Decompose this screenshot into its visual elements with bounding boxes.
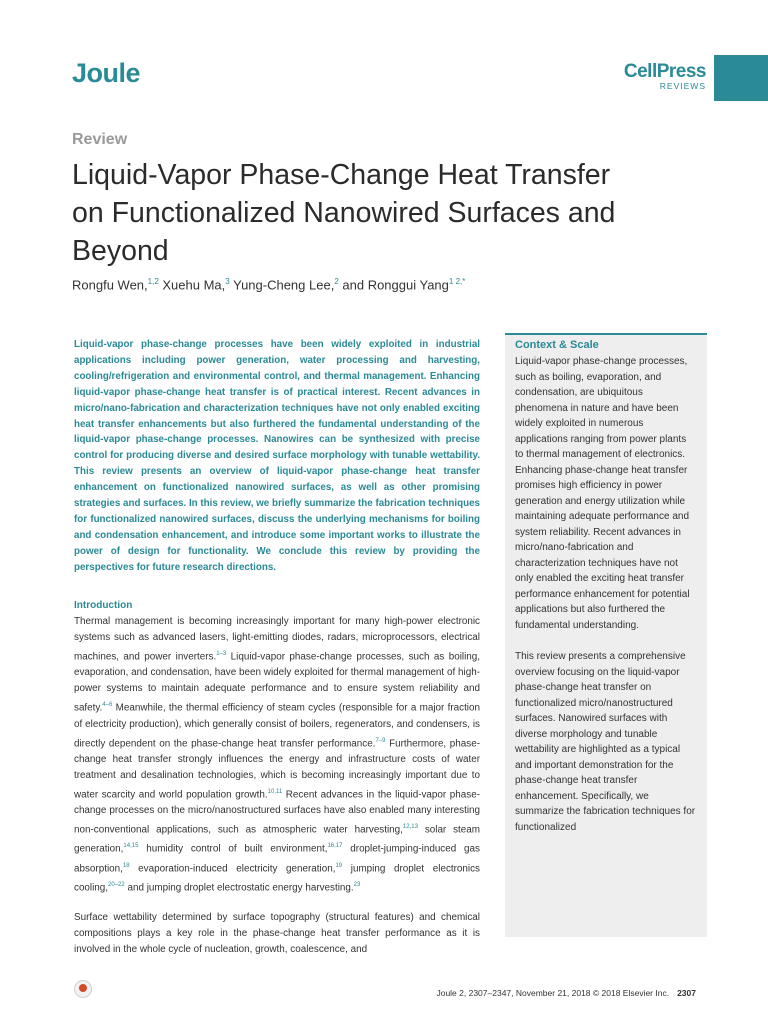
journal-logo: Joule (72, 58, 141, 88)
reference-citation[interactable]: 18 (122, 862, 130, 869)
intro-text: evaporation-induced electricity generation, (129, 863, 336, 875)
section-heading-introduction: Introduction (74, 600, 133, 611)
reference-citation[interactable]: 19 (335, 862, 343, 869)
intro-text: Meanwhile, the thermal efficiency of steam cycles (responsible for a major fraction of electricity production), which generally consist of boilers, regenerators, and condensers, is directly dependent on the phase-change heat transfer performance. (74, 702, 480, 749)
reference-citation[interactable]: 7–9 (375, 737, 386, 744)
publisher-logo (624, 62, 706, 91)
intro-text: Recent advances in the liquid-vapor phase-change processes on the micro/nanostructured surfaces have also enabled many interesting non-conventional applications, such as atmospheric water harvesting, (74, 789, 480, 836)
publisher-name: CellPress (623, 61, 706, 82)
author-name: Xuehu Ma, (162, 277, 226, 293)
reference-citation[interactable]: 20–22 (108, 882, 125, 889)
citation-text: Joule 2, 2307–2347, November 21, 2018 © 2018 Elsevier Inc. (436, 988, 670, 998)
intro-text: Liquid-vapor phase-change processes, such as boiling, evaporation, and condensation, have been widely exploited for thermal management of high-power systems to maintain adequate performance and to ensure system reliability and safety. (74, 651, 481, 714)
header-accent-block (714, 55, 768, 101)
author-affiliation[interactable]: 2 (334, 277, 339, 286)
author-name: Yung-Cheng Lee, (233, 277, 335, 293)
intro-text: droplet-jumping-induced gas absorption, (74, 843, 480, 875)
publisher-subtitle: REVIEWS (659, 81, 706, 91)
sidebar-paragraph: This review presents a comprehensive overview focusing on the liquid-vapor phase-change heat transfer on functionalized micro/nanostructured surfaces. Nanowired surfaces with diverse morphology and tunable wettability are highlighted as a typical and important demonstration for the phase-change heat transfer enhancement. Specifically, we summarize the fabrication techniques for functionalized (515, 651, 696, 833)
abstract: Liquid-vapor phase-change processes have been widely exploited in industrial applications including power generation, water processing and harvesting, cooling/refrigeration and environmental control, and thermal management. Enhancing liquid-vapor phase-change heat transfer is of practical interest. Recent advances in micro/nano-fabrication and characterization techniques have not only enabled exciting heat transfer enhancements but also furthered the fundamental understanding of the liquid-vapor phase-change processes. Nanowires can be synthesized with precise control for producing diverse and desired surface morphology with tunable wettability. This review presents an overview of liquid-vapor phase-change heat transfer enhancement on functionalized nanowired surfaces, as well as other promising strategies and surfaces. In this review, we briefly summarize the fabrication techniques for functionalized nanowired surfaces, discuss the underlying mechanisms for boiling and condensation enhancement, and introduce some important works to illustrate the power of design for functionality. We conclude this review by providing the perspectives for future research directions. (74, 339, 480, 573)
intro-text: Furthermore, phase-change heat transfer strongly influences the energy and infrastructure costs of water treatment and desalination technologies, which is becoming increasingly important due to water scarcity and world population growth. (74, 737, 480, 801)
reference-citation[interactable]: 23 (353, 882, 361, 889)
intro-text: solar steam generation, (74, 824, 480, 855)
intro-text: Thermal management is becoming increasingly important for many high-power electronic systems such as advanced lasers, light-emitting diodes, radars, microprocessors, electrical machines, and power inverters. (74, 616, 480, 663)
publisher-tree-logo-icon (74, 980, 92, 998)
article-title: Liquid-Vapor Phase-Change Heat Transfer on Functionalized Nanowired Surfaces and Beyond (72, 159, 616, 267)
intro-text: and jumping droplet electrostatic energy harvesting. (124, 882, 354, 894)
author-affiliation[interactable]: 3 (225, 277, 230, 286)
reference-citation[interactable]: 12,13 (402, 824, 418, 831)
intro-text: jumping droplet electronics cooling, (74, 863, 480, 894)
author-name: Rongfu Wen, (72, 277, 148, 293)
footer-citation (436, 988, 696, 998)
reference-citation[interactable]: 14,15 (123, 843, 139, 850)
article-type: Review (72, 131, 128, 148)
author-name: and Ronggui Yang (342, 277, 449, 293)
sidebar-heading: Context & Scale (515, 339, 599, 351)
sidebar-paragraph: Liquid-vapor phase-change processes, such as boiling, evaporation, and condensation, are ubiquitous phenomena in nature and have been widely exploited in numerous applications ranging from power plants to thermal management of electronics. Enhancing phase-change heat transfer promises high efficiency in power generation and energy utilization while maintaining adequate performance and system reliability. Recent advances in micro/nano-fabrication and characterization techniques have not only enabled the exciting heat transfer performance enhancement for potential applications but also furthered the fundamental understanding. (515, 356, 690, 631)
reference-citation[interactable]: 1–3 (216, 651, 227, 657)
intro-paragraph (74, 614, 480, 896)
reference-citation[interactable]: 4–6 (102, 702, 113, 709)
author-affiliation[interactable]: 1 2,* (448, 277, 466, 286)
reference-citation[interactable]: 10,11 (267, 788, 283, 795)
reference-citation[interactable]: 16,17 (327, 843, 343, 850)
page-number: 2307 (677, 988, 696, 998)
body-paragraph: Surface wettability determined by surface topography (structural features) and chemical compositions plays a key role in the phase-change heat transfer performance as it is involved in the whole cycle of nucleation, growth, coalescence, and (74, 912, 480, 955)
context-scale-box (505, 333, 707, 937)
intro-text: humidity control of built environment, (138, 843, 328, 855)
author-affiliation[interactable]: 1,2 (147, 277, 159, 286)
author-list (72, 277, 465, 292)
